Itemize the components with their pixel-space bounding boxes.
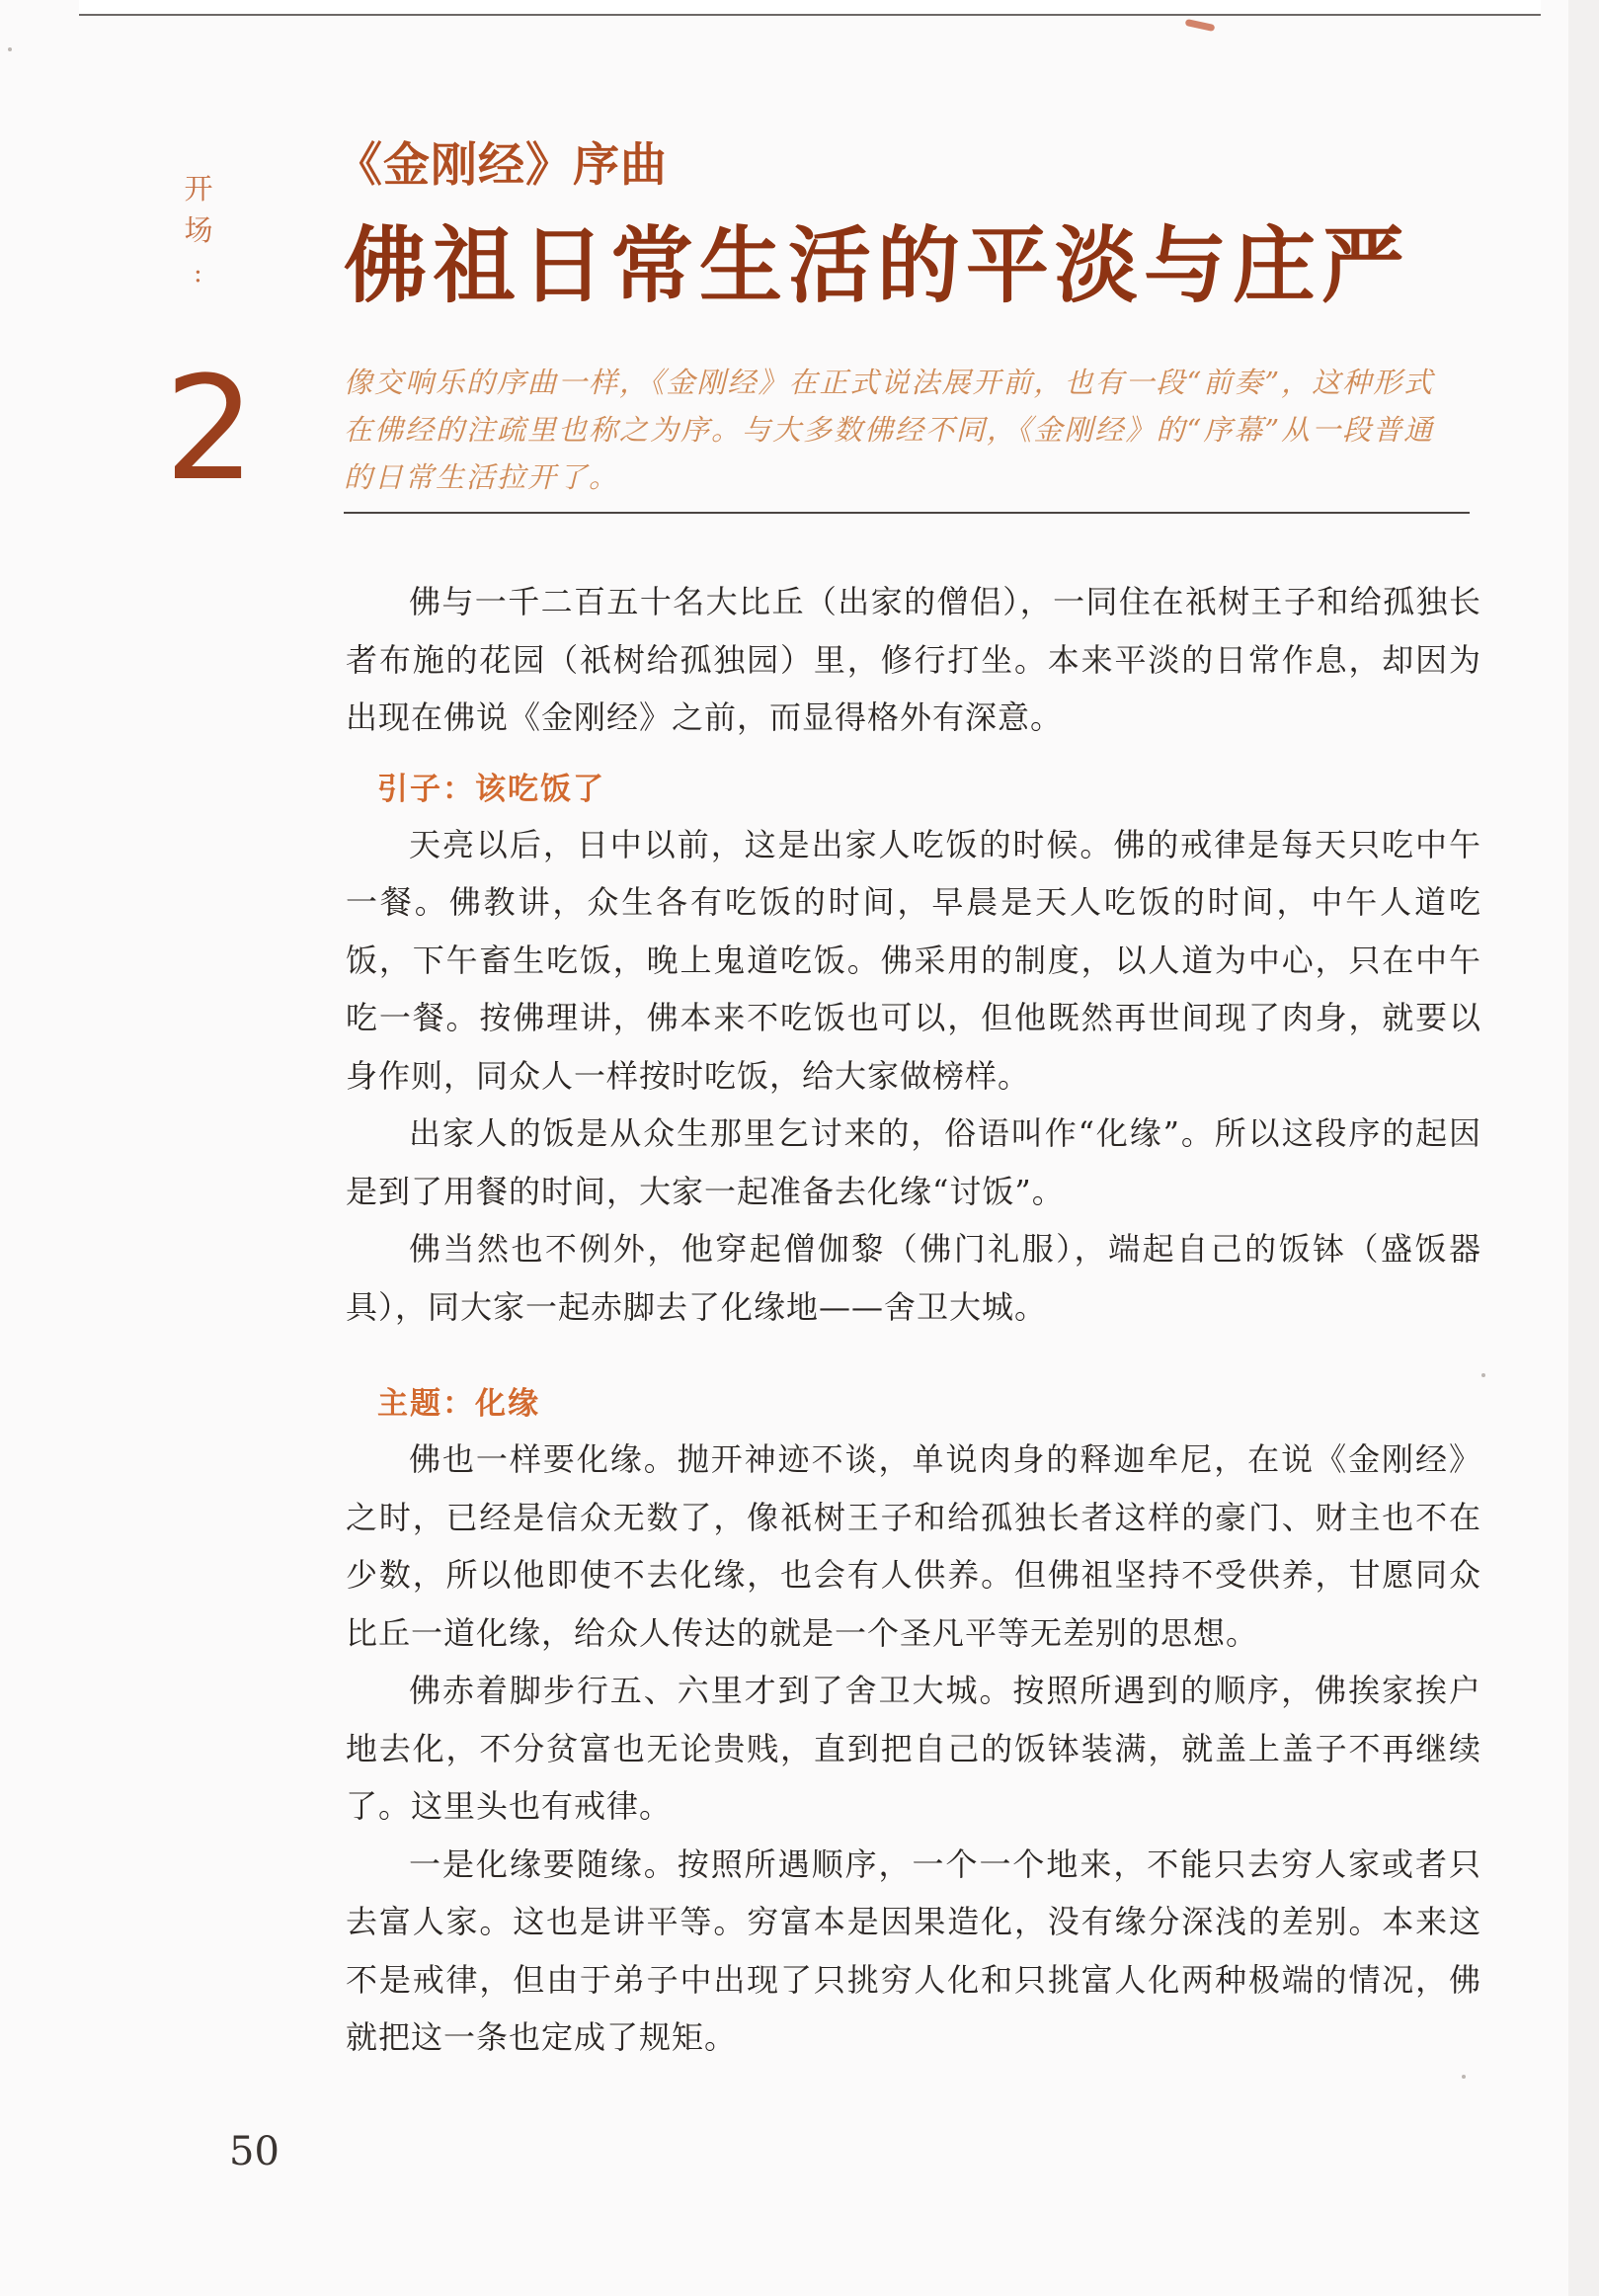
page-number: 50: [229, 2129, 280, 2174]
ink-mark: [1185, 19, 1216, 32]
divider: [344, 512, 1470, 514]
top-rule: [79, 0, 1541, 16]
paragraph: 佛赤着脚步行五、六里才到了舍卫大城。按照所遇到的顺序，佛挨家挨户地去化，不分贫富也无论贵贱，直到把自己的饭钵装满，就盖上盖子不再继续了。这里头也有戒律。: [346, 1672, 1481, 1825]
scan-speck: [1481, 1373, 1485, 1377]
paragraph: 佛也一样要化缘。抛开神迹不谈，单说肉身的释迦牟尼，在说《金刚经》之时，已经是信众无数了，像祇树王子和给孤独长者这样的豪门、财主也不在少数，所以他即使不去化缘，也会有人供养。但佛祖坚持不受供养，甘愿同众比丘一道化缘，给众人传达的就是一个圣凡平等无差别的思想。: [346, 1440, 1481, 1652]
opening-paragraph: 佛与一千二百五十名大比丘（出家的僧侣），一同住在祇树王子和给孤独长者布施的花园（祇树给孤独园）里，修行打坐。本来平淡的日常作息，却因为出现在佛说《金刚经》之前，而显得格外有深意。: [346, 583, 1481, 736]
side-label: [174, 168, 223, 251]
side-label-char: 场: [184, 213, 213, 247]
paragraph: 天亮以后，日中以前，这是出家人吃饭的时候。佛的戒律是每天只吃中午一餐。佛教讲，众生各有吃饭的时间，早晨是天人吃饭的时间，中午人道吃饭，下午畜生吃饭，晚上鬼道吃饭。佛采用的制度，以人道为中心，只在中午吃一餐。按佛理讲，佛本来不吃饭也可以，但他既然再世间现了肉身，就要以身作则，同众人一样按时吃饭，给大家做榜样。: [346, 825, 1481, 1095]
paragraph: 佛当然也不例外，他穿起僧伽黎（佛门礼服），端起自己的饭钵（盛饭器具），同大家一起赤脚去了化缘地——舍卫大城。: [346, 1230, 1481, 1326]
side-label-colon: :: [194, 259, 202, 288]
paragraph: 一是化缘要随缘。按照所遇顺序，一个一个地来，不能只去穷人家或者只去富人家。这也是讲平等。穷富本是因果造化，没有缘分深浅的差别。本来这不是戒律，但由于弟子中出现了只挑穷人化和只挑富人化两种极端的情况，佛就把这一条也定成了规矩。: [346, 1845, 1481, 2056]
scan-edge: [1568, 0, 1599, 2296]
page-title: 佛祖日常生活的平淡与庄严: [344, 217, 1411, 314]
chapter-number: 2: [164, 346, 256, 513]
article-body: [346, 573, 1481, 2067]
side-label-char: 开: [184, 172, 213, 205]
series-title: 《金刚经》序曲: [336, 138, 668, 193]
scan-speck: [8, 47, 12, 51]
intro-text: 像交响乐的序曲一样，《金刚经》在正式说法展开前，也有一段“前奏”，这种形式在佛经的注疏里也称之为序。与大多数佛经不同，《金刚经》的“序幕”从一段普通的日常生活拉开了。: [344, 366, 1435, 494]
scan-speck: [1462, 2075, 1466, 2079]
section-heading: 主题：化缘: [377, 1386, 540, 1422]
paragraph: 出家人的饭是从众生那里乞讨来的，俗语叫作“化缘”。所以这段序的起因是到了用餐的时间，大家一起准备去化缘“讨饭”。: [346, 1114, 1481, 1210]
section-heading: 引子：该吃饭了: [377, 771, 605, 807]
